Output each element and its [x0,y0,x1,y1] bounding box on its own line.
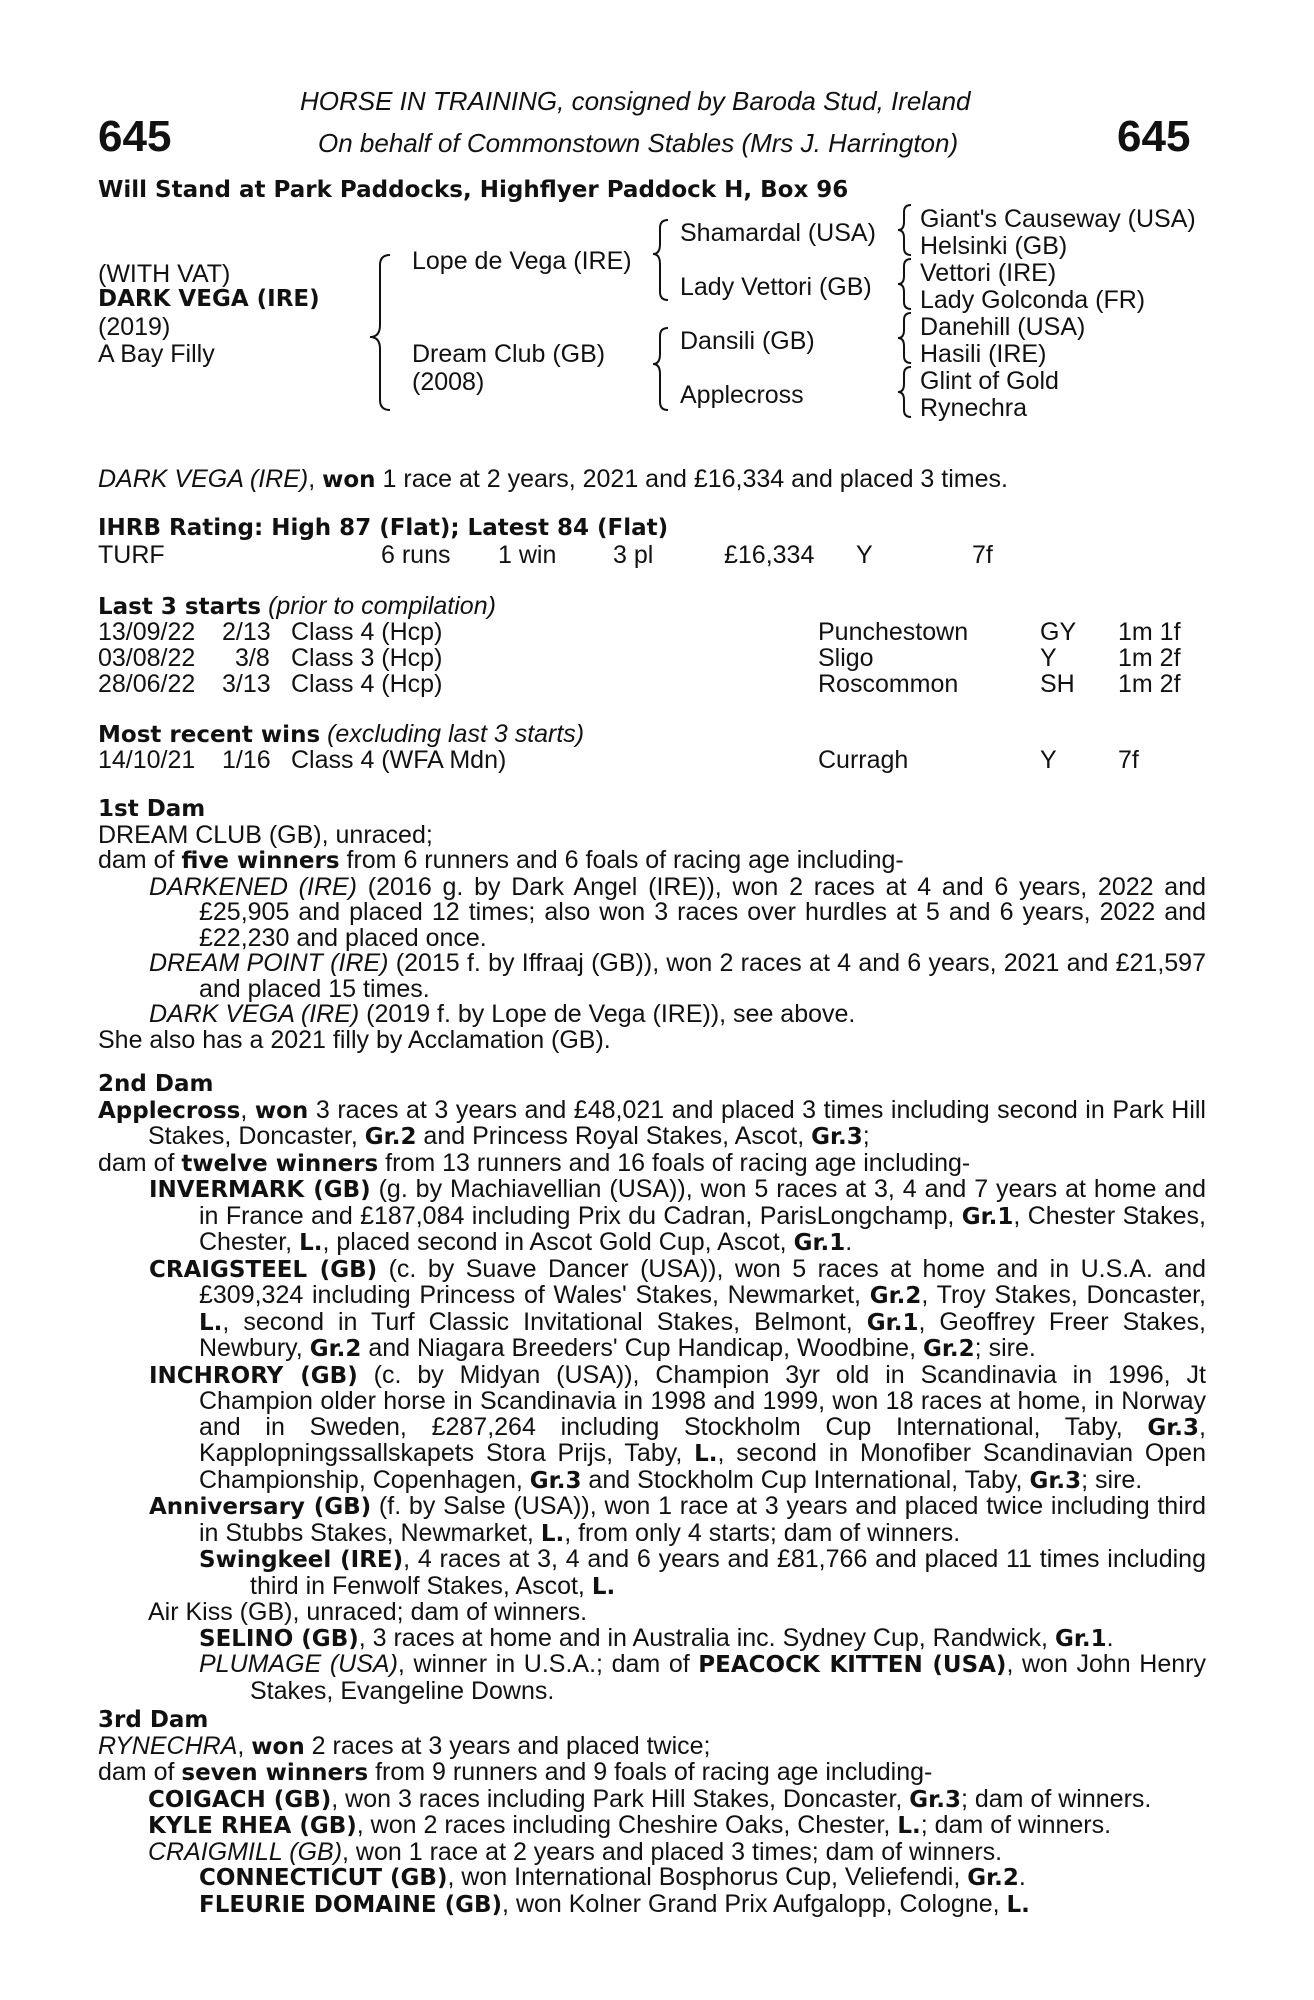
lot-number-left: 645 [98,112,172,161]
race-summary: DARK VEGA (IRE), won 1 race at 2 years, 2021 and £16,334 and placed 3 times. [98,465,1008,493]
first-dam-section: 1st Dam DREAM CLUB (GB), unraced; dam of five winners from 6 runners and 6 foals of racing age including- DARKENED (IRE) (2016 g. by Dark Angel (IRE)), won 2 races at 4 and 6 years, 2022 and £25,905 and placed 12 times; also won 3 races over hurdles at 5 and 6 years, 2022 and £22,230 and placed once. DREAM POINT (IRE) (2015 f. by Iffraaj (GB)), won 2 races at 4 and 6 years, 2021 and £21,597 and placed 15 times. DARK VEGA (IRE) (2019 f. by Lope de Vega (IRE)), see above. She also has a 2021 filly by Acclamation (GB). [98,796,1206,1054]
on-behalf-line: On behalf of Commonstown Stables (Mrs J. Harrington) [318,128,959,158]
start-row: 28/06/22 3/13 Class 4 (Hcp) Roscommon SH 1m 2f [98,670,1181,698]
pedigree-sire-sire: Shamardal (USA) [680,219,876,247]
pedigree-sds: Vettori (IRE) [920,259,1057,287]
pedigree-dam: Dream Club (GB) [412,340,606,368]
pedigree-ddd: Rynechra [920,394,1027,422]
pedigree-dam-year: (2008) [412,368,485,396]
consignor-line: HORSE IN TRAINING, consigned by Baroda Stud, Ireland [300,86,971,116]
pedigree-dss: Danehill (USA) [920,313,1086,341]
horse-year: (2019) [98,313,171,341]
section-heading: 3rd Dam [98,1707,209,1733]
second-dam-section: 2nd Dam Applecross, won 3 races at 3 years and £48,021 and placed 3 times including second in Park Hill Stakes, Doncaster, Gr.2 and Princess Royal Stakes, Ascot, Gr.3; dam of twelve winners from 13 runners and 16 foals of racing age including- INVERMARK (GB) (g. by Machiavellian (USA)), won 5 races at 3, 4 and 7 years at home and in France and £187,084 including Prix du Cadran, ParisLongchamp, Gr.1, Chester Stakes, Chester, L., placed second in Ascot Gold Cup, Ascot, Gr.1. CRAIGSTEEL (GB) (c. by Suave Dancer (USA)), won 5 races at home and in U.S.A. and £309,324 including Princess of Wales' Stakes, Newmarket, Gr.2, Troy Stakes, Doncaster, L., second in Turf Classic Invitational Stakes, Belmont, Gr.1, Geoffrey Freer Stakes, Newbury, Gr.2 and Niagara Breeders' Cup Handicap, Woodbine, Gr.2; sire. INCHRORY (GB) (c. by Midyan (USA)), Champion 3yr old in Scandinavia in 1996, Jt Champion older horse in Scandinavia in 1998 and 1999, won 18 races at home, in Norway and in Sweden, £287,264 including Stockholm Cup International, Taby, Gr.3, Kapplopningssallskapets Stora Prijs, Taby, L., second in Monofiber Scandinavian Open Championship, Copenhagen, Gr.3 and Stockholm Cup International, Taby, Gr.3; sire. Anniversary (GB) (f. by Salse (USA)), won 1 race at 3 years and placed twice including third in Stubbs Stakes, Newmarket, L., from only 4 starts; dam of winners. Swingkeel (IRE), 4 races at 3, 4 and 6 years and £81,766 and placed 11 times including third in Fenwolf Stakes, Ascot, L. Air Kiss (GB), unraced; dam of winners. SELINO (GB), 3 races at home and in Australia inc. Sydney Cup, Randwick, Gr.1. PLUMAGE (USA), winner in U.S.A.; dam of PEACOCK KITTEN (USA), won John Henry Stakes, Evangeline Downs. [98,1071,1207,1705]
pedigree-dam-sire: Dansili (GB) [680,327,815,355]
lot-number-right: 645 [1117,112,1191,161]
pedigree-sire: Lope de Vega (IRE) [412,247,632,275]
recent-wins-heading: Most recent wins (excluding last 3 starts) [98,720,585,748]
pedigree-dds: Glint of Gold [920,367,1059,395]
section-heading: 1st Dam [98,796,206,822]
horse-description: A Bay Filly [98,340,215,368]
third-dam-section: 3rd Dam RYNECHRA, won 2 races at 3 years and placed twice; dam of seven winners from 9 runners and 9 foals of racing age including- COIGACH (GB), won 3 races including Park Hill Stakes, Doncaster, Gr.3; dam of winners. KYLE RHEA (GB), won 2 races including Cheshire Oaks, Chester, L.; dam of winners. CRAIGMILL (GB), won 1 race at 2 years and placed 3 times; dam of winners. CONNECTICUT (GB), won International Bosphorus Cup, Veliefendi, Gr.2. FLEURIE DOMAINE (GB), won Kolner Grand Prix Aufgalopp, Cologne, L. [98,1708,1206,1918]
pedigree-sire-dam: Lady Vettori (GB) [680,273,872,301]
rating-heading: IHRB Rating: High 87 (Flat); Latest 84 (Flat) [98,515,669,541]
pedigree-sdd: Lady Golconda (FR) [920,286,1146,314]
last-starts-heading: Last 3 starts (prior to compilation) [98,592,496,620]
section-heading: 2nd Dam [98,1071,214,1097]
start-row: 13/09/22 2/13 Class 4 (Hcp) Punchestown GY 1m 1f [98,618,1181,646]
start-row: 03/08/22 3/8 Class 3 (Hcp) Sligo Y 1m 2f [98,644,1181,672]
pedigree-sss: Giant's Causeway (USA) [920,205,1196,233]
rating-row: TURF 6 runs 1 win 3 pl £16,334 Y 7f [98,541,993,569]
stand-location: Will Stand at Park Paddocks, Highflyer Paddock H, Box 96 [98,177,849,203]
horse-name: DARK VEGA (IRE) [98,286,320,312]
pedigree-dsd: Hasili (IRE) [920,340,1047,368]
vat-note: (WITH VAT) [98,260,231,288]
win-row: 14/10/21 1/16 Class 4 (WFA Mdn) Curragh Y 7f [98,746,1139,774]
pedigree-ssd: Helsinki (GB) [920,232,1068,260]
pedigree-dam-dam: Applecross [680,381,804,409]
